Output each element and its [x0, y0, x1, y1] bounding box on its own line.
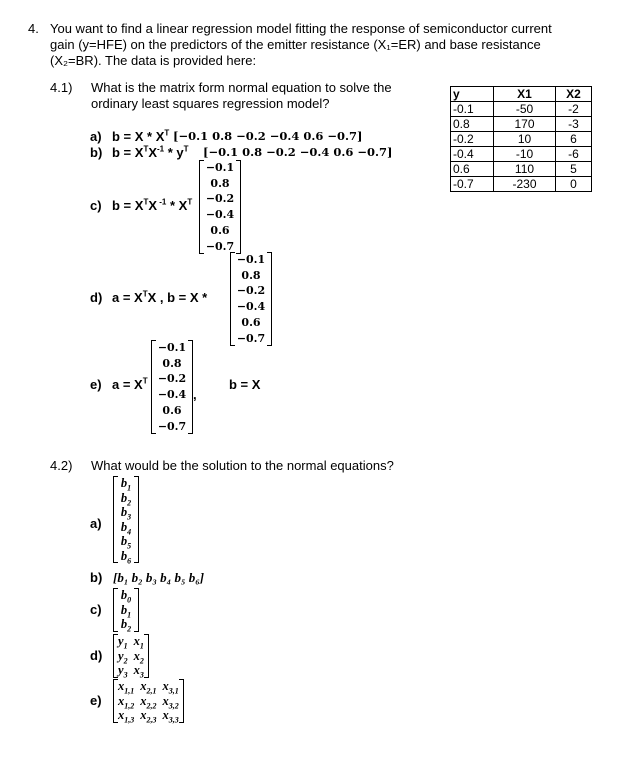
matrix-row: $x_{1,2}$ $x_{2,2}$ $x_{3,2}$: [118, 693, 179, 710]
table-cell: -3: [556, 117, 592, 132]
matrix-row: $y_2$ $x_2$: [118, 648, 144, 665]
vector-entry: −0.1: [205, 161, 235, 174]
vector-entry: $b_6$: [120, 548, 132, 565]
vector-entry: 0.8: [210, 176, 230, 190]
vector-entry: −0.4: [236, 300, 266, 314]
option-d-column-vector: [230, 252, 272, 346]
vector-entry: $b_4$: [120, 519, 132, 536]
table-cell: 6: [556, 132, 592, 147]
option-c-expression: $b = X^TX$ $^{-1} * X^T$: [112, 197, 193, 213]
vector-entry: 0.6: [162, 403, 182, 417]
table-cell: -6: [556, 147, 592, 162]
table-cell: -50: [494, 102, 556, 117]
table-cell: -230: [494, 177, 556, 192]
option-e-label: e): [90, 377, 102, 392]
vector-entry: $b_0$: [120, 588, 132, 605]
vector-entry: $b_2$: [120, 490, 132, 507]
vector-entry: −0.2: [236, 284, 266, 298]
vector-entry: −0.2: [157, 372, 187, 386]
table-header-row: [451, 87, 592, 102]
option-d-label: d): [90, 290, 103, 305]
table-row: [451, 102, 592, 117]
table-cell: 0: [556, 177, 592, 192]
option-b-expression: $b = X^TX^{-1} * y^T$: [112, 144, 189, 160]
answer-b-label: b): [90, 570, 103, 585]
table-cell: 170: [494, 117, 556, 132]
subquestion-text-4-1-line1: What is the matrix form normal equation to solve the: [91, 80, 392, 95]
answer-b-row-vector: [b₁ b₂ b₃ b₄ b₅ b₆]: [113, 570, 205, 585]
answer-c-column-vector: [113, 588, 139, 632]
subquestion-number-4-2: 4.2): [50, 458, 73, 473]
table-cell: 0.8: [451, 117, 494, 132]
table-cell: -0.2: [451, 132, 494, 147]
vector-entry: 0.6: [241, 315, 261, 329]
table-cell: -10: [494, 147, 556, 162]
table-cell: -0.7: [451, 177, 494, 192]
option-b-row-vector: [−0.1 0.8 −0.2 −0.4 0.6 −0.7]: [203, 145, 393, 159]
table-cell: -0.1: [451, 102, 494, 117]
table-cell: 110: [494, 162, 556, 177]
table-cell: -0.4: [451, 147, 494, 162]
question-line-2: gain (y=HFE) on the predictors of the emitter resistance (X₁=ER) and base resistance: [50, 37, 541, 52]
column-header-x2: X2: [556, 87, 592, 102]
answer-a-label: a): [90, 516, 102, 531]
table-cell: 10: [494, 132, 556, 147]
answer-c-label: c): [90, 602, 102, 617]
subquestion-number-4-1: 4.1): [50, 80, 73, 95]
matrix-row: $x_{1,1}$ $x_{2,1}$ $x_{3,1}$: [118, 679, 179, 696]
vector-entry: $b_5$: [120, 534, 132, 551]
data-table: [450, 86, 592, 192]
answer-e-matrix: [113, 679, 184, 723]
table-cell: 5: [556, 162, 592, 177]
table-row: [451, 177, 592, 192]
column-header-y: y: [451, 87, 494, 102]
vector-entry: −0.7: [236, 331, 266, 345]
vector-entry: −0.4: [157, 388, 187, 402]
option-e-b-expression: b = X: [229, 377, 261, 392]
question-line-3: (X₂=BR). The data is provided here:: [50, 53, 257, 68]
option-c-label: c): [90, 198, 102, 213]
subquestion-text-4-1-line2: ordinary least squares regression model?: [91, 96, 330, 111]
vector-entry: −0.2: [205, 192, 235, 206]
question-line-1: You want to find a linear regression model fitting the response of semiconductor current: [50, 21, 552, 36]
vector-entry: −0.4: [205, 208, 235, 222]
vector-entry: 0.8: [162, 356, 182, 370]
vector-entry: −0.1: [157, 341, 187, 354]
table-row: [451, 147, 592, 162]
option-e-comma: ,: [193, 387, 197, 402]
question-number: 4.: [28, 21, 39, 36]
option-a-label: a): [90, 129, 102, 144]
table-cell: -2: [556, 102, 592, 117]
vector-entry: $b_1$: [120, 476, 132, 493]
answer-d-matrix: [113, 634, 149, 678]
option-e-expression: $a = X^T$: [112, 376, 148, 392]
subquestion-text-4-2: What would be the solution to the normal equations?: [91, 458, 394, 473]
column-header-x1: X1: [494, 87, 556, 102]
vector-entry: $b_3$: [120, 505, 132, 522]
vector-entry: −0.1: [236, 253, 266, 266]
matrix-row: $y_1$ $x_1$: [118, 634, 144, 651]
table-row: [451, 162, 592, 177]
answer-e-label: e): [90, 693, 102, 708]
vector-entry: 0.6: [210, 223, 230, 237]
vector-entry: −0.7: [157, 419, 187, 433]
vector-entry: 0.8: [241, 268, 261, 282]
vector-entry: $b_1$: [120, 602, 132, 619]
option-b-label: b): [90, 145, 103, 160]
table-row: [451, 132, 592, 147]
matrix-row: $y_3$ $x_3$: [118, 663, 144, 680]
vector-entry: $b_2$: [120, 617, 132, 634]
option-e-column-vector: [151, 340, 193, 434]
option-a-row-vector: [−0.1 0.8 −0.2 −0.4 0.6 −0.7]: [173, 129, 363, 143]
option-a-expression: $b = X * X^T$: [112, 128, 170, 144]
table-row: [451, 117, 592, 132]
option-c-column-vector: [199, 160, 241, 254]
answer-d-label: d): [90, 648, 103, 663]
vector-entry: −0.7: [205, 239, 235, 253]
table-cell: 0.6: [451, 162, 494, 177]
answer-a-column-vector: [113, 476, 139, 563]
matrix-row: $x_{1,3}$ $x_{2,3}$ $x_{3,3}$: [118, 708, 179, 725]
option-d-expression: $a = X^TX$ , b = X *: [112, 289, 208, 305]
